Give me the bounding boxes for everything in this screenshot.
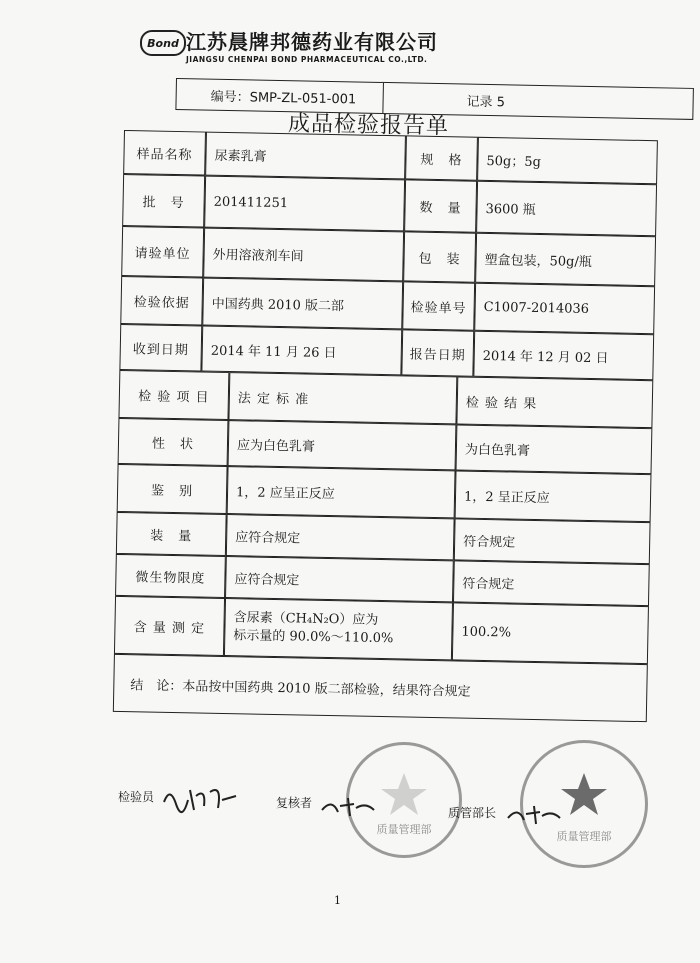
stamp-1-text: 质量管理部 (376, 823, 432, 837)
test-item-assay: 含 量 测 定 (114, 596, 225, 656)
test-standard-assay (224, 598, 453, 660)
reviewer-label: 复核者 (276, 796, 313, 810)
record-number: 记录 5 (466, 94, 506, 111)
inspection-form (113, 130, 658, 725)
document-code: 编号：SMP-ZL-051-001 (210, 89, 357, 108)
test-item-fill: 装 量 (116, 512, 227, 556)
received-date-label: 收到日期 (119, 324, 202, 372)
report-no-label: 检验单号 (402, 281, 475, 330)
sample-name-label: 样品名称 (123, 130, 206, 176)
batch-label: 批 号 (122, 174, 205, 228)
test-result-assay: 100.2% (452, 602, 649, 664)
assay-standard-line2: 标示量的 90.0%～110.0% (233, 628, 394, 647)
sample-name-value: 尿素乳膏 (205, 132, 406, 180)
test-item-header: 检 验 项 目 (118, 370, 229, 420)
company-logo: Bond (140, 30, 186, 56)
test-item-appearance: 性 状 (118, 418, 229, 466)
reviewer-signature (318, 794, 378, 820)
inspector-label: 检验员 (118, 790, 155, 804)
test-standard-microbial: 应符合规定 (225, 556, 454, 602)
company-header (140, 24, 440, 74)
company-name-cn: 江苏晨牌邦德药业有限公司 (186, 30, 438, 54)
spec-value: 50g；5g (477, 137, 658, 184)
test-standard-appearance: 应为白色乳膏 (228, 420, 457, 470)
basis-label: 检验依据 (120, 276, 203, 326)
basis-value: 中国药典 2010 版二部 (202, 278, 403, 330)
dept-value: 外用溶液剂车间 (203, 228, 404, 282)
conclusion: 结 论：本品按中国药典 2010 版二部检验，结果符合规定 (113, 654, 648, 722)
assay-standard-line1: 含尿素（CH₄N₂O）应为 (233, 610, 379, 628)
page-number: 1 (334, 894, 341, 907)
test-result-header: 检 验 结 果 (456, 376, 653, 428)
spec-label: 规 格 (405, 135, 478, 180)
test-result-identification: 1，2 呈正反应 (455, 470, 652, 522)
manager-signature (504, 802, 564, 828)
test-result-microbial: 符合规定 (453, 560, 650, 606)
received-date-value: 2014 年 11 月 26 日 (201, 326, 402, 376)
signature-area (118, 788, 678, 848)
test-result-fill: 符合规定 (454, 518, 651, 564)
company-name-en: JIANGSU CHENPAI BOND PHARMACEUTICAL CO.,LTD. (186, 55, 428, 64)
test-item-identification: 鉴 别 (117, 464, 228, 514)
report-date-value: 2014 年 12 月 02 日 (473, 331, 654, 380)
manager-label: 质管部长 (448, 806, 497, 820)
dept-label: 请验单位 (121, 226, 204, 278)
document-title: 成品检验报告单 (287, 111, 450, 140)
packaging-label: 包 装 (403, 231, 476, 282)
stamp-2-text: 质量管理部 (556, 830, 612, 844)
report-date-label: 报告日期 (401, 329, 474, 376)
test-standard-identification: 1，2 应呈正反应 (227, 466, 456, 518)
batch-value: 201411251 (204, 176, 405, 232)
inspector-signature (160, 782, 240, 816)
packaging-value: 塑盒包装，50g/瓶 (475, 233, 656, 286)
test-standard-fill: 应符合规定 (226, 514, 455, 560)
report-no-value: C1007-2014036 (474, 283, 655, 334)
test-result-appearance: 为白色乳膏 (456, 424, 653, 474)
quantity-label: 数 量 (404, 179, 477, 232)
test-standard-header: 法 定 标 准 (228, 372, 457, 424)
test-item-microbial: 微生物限度 (115, 554, 226, 598)
quantity-value: 3600 瓶 (476, 181, 657, 236)
